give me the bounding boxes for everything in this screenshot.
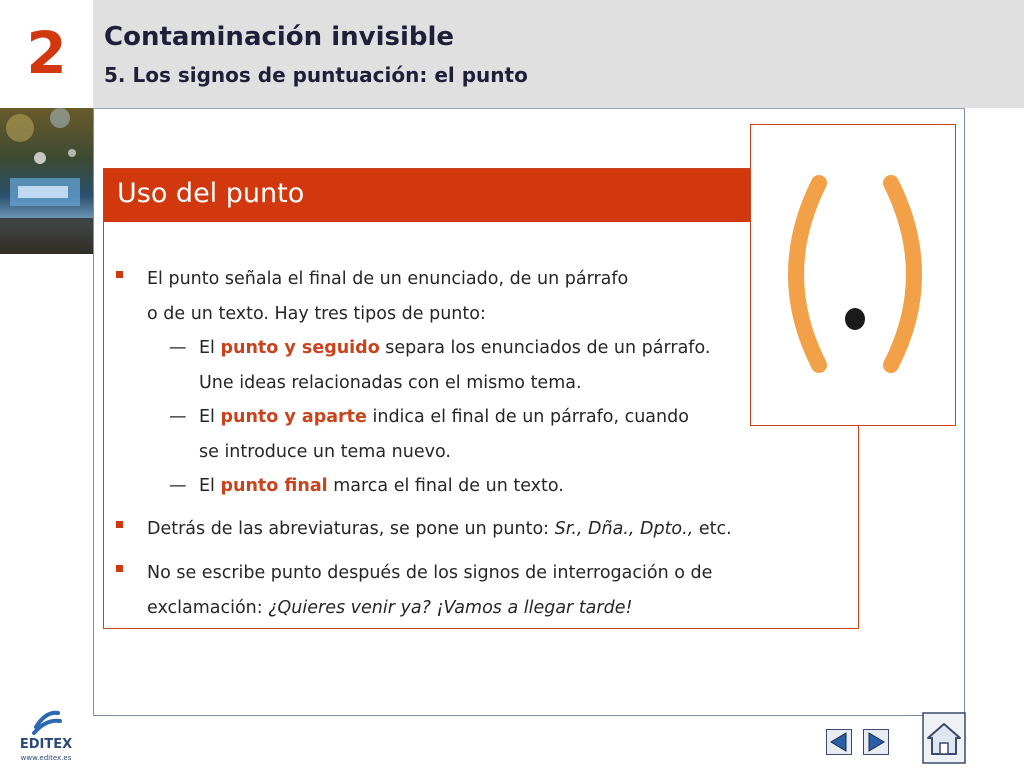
- card-title: Uso del punto: [117, 178, 305, 209]
- open-parenthesis-icon: [796, 183, 819, 365]
- text-run: El: [199, 407, 221, 427]
- logo-url: www.editex.es: [20, 754, 72, 762]
- unit-number: 2: [26, 19, 67, 87]
- triangle-left-icon: [826, 729, 852, 755]
- home-button[interactable]: [922, 712, 966, 764]
- period-symbol-illustration: [750, 124, 956, 426]
- logo-name: EDITEX: [19, 737, 73, 752]
- list-item-line: [147, 512, 732, 547]
- dash-marker: —: [169, 338, 187, 358]
- text-run: indica el final de un párrafo, cuando: [366, 407, 689, 427]
- dash-marker: —: [169, 476, 187, 496]
- list-item-line: No se escribe punto después de los signos de interrogación o de: [147, 563, 713, 583]
- home-icon: [922, 712, 966, 764]
- italic-examples: Sr., Dña., Dpto.,: [554, 519, 694, 539]
- header-band: [93, 0, 1024, 108]
- previous-slide-button[interactable]: [826, 729, 852, 755]
- text-run: El: [199, 476, 221, 496]
- sub-item-line: [199, 331, 710, 366]
- text-run: Detrás de las abreviaturas, se pone un punto:: [147, 519, 555, 539]
- list-item-line: [147, 591, 633, 626]
- square-bullet-icon: [116, 521, 123, 528]
- text-run: etc.: [693, 519, 732, 539]
- highlighted-term: punto final: [220, 476, 328, 496]
- text-run: exclamación:: [147, 597, 269, 618]
- sub-item-line: Une ideas relacionadas con el mismo tema.: [199, 372, 582, 393]
- text-run: El: [199, 338, 221, 358]
- slide-title: Contaminación invisible: [104, 22, 455, 52]
- highlighted-term: punto y seguido: [220, 338, 380, 358]
- square-bullet-icon: [116, 565, 123, 572]
- editex-logo-icon: [14, 707, 78, 737]
- highlighted-term: punto y aparte: [220, 407, 367, 427]
- italic-examples: ¿Quieres venir ya? ¡Vamos a llegar tarde!: [268, 597, 633, 618]
- unit-number-box: [0, 0, 93, 108]
- list-item-line: El punto señala el final de un enunciado, de un párrafo: [147, 269, 629, 289]
- triangle-right-icon: [863, 729, 889, 755]
- list-item-line: o de un texto. Hay tres tipos de punto:: [147, 303, 486, 324]
- slide-subtitle: 5. Los signos de puntuación: el punto: [104, 63, 528, 87]
- close-parenthesis-icon: [891, 183, 914, 365]
- sub-item-line: [199, 469, 564, 504]
- sub-item-line: se introduce un tema nuevo.: [199, 441, 451, 462]
- square-bullet-icon: [116, 271, 123, 278]
- period-dot-icon: [845, 308, 865, 330]
- text-run: separa los enunciados de un párrafo.: [379, 338, 711, 358]
- stage-lights-image: [0, 108, 93, 254]
- editex-logo: [14, 707, 78, 763]
- text-run: marca el final de un texto.: [327, 476, 564, 496]
- dash-marker: —: [169, 407, 187, 427]
- parenthesis-dot-graphic: [751, 125, 956, 426]
- card-header: [104, 169, 858, 222]
- next-slide-button[interactable]: [863, 729, 889, 755]
- side-photo-image: [0, 108, 93, 254]
- sub-item-line: [199, 400, 689, 435]
